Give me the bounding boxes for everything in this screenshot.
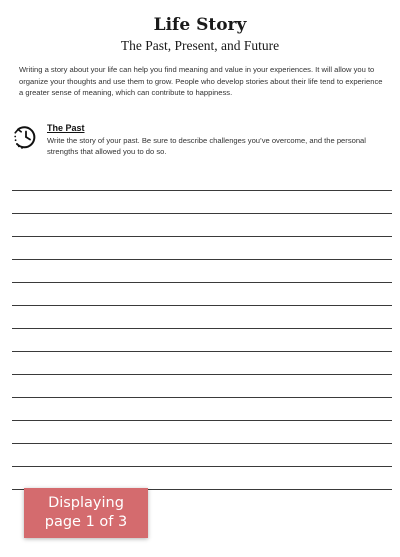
- writing-line[interactable]: [12, 443, 392, 466]
- writing-line[interactable]: [12, 213, 392, 236]
- section-heading: The Past: [47, 123, 85, 133]
- writing-line[interactable]: [12, 282, 392, 305]
- page-indicator-badge[interactable]: [24, 488, 148, 538]
- writing-line[interactable]: [12, 259, 392, 282]
- section-description: Write the story of your past. Be sure to describe challenges you’ve overcome, and the personal strengths that allowed you to do so.: [47, 136, 366, 156]
- writing-line[interactable]: [12, 374, 392, 397]
- writing-line[interactable]: [12, 351, 392, 374]
- writing-line[interactable]: [12, 397, 392, 420]
- writing-line[interactable]: [12, 466, 392, 489]
- clock-past-icon: [12, 124, 38, 150]
- page-indicator-line1: Displaying: [48, 495, 124, 511]
- intro-paragraph: Writing a story about your life can help you find meaning and value in your experiences. It will allow you to organize your thoughts and use them to grow. People who develop stories about their life tend to experience a greater sense of meaning, which can contribute to happiness.: [19, 65, 383, 97]
- writing-line[interactable]: [12, 328, 392, 351]
- writing-line[interactable]: [12, 190, 392, 213]
- page-indicator-line2: page 1 of 3: [44, 514, 128, 530]
- page-title: Life Story: [153, 15, 247, 35]
- writing-lines[interactable]: [12, 190, 392, 512]
- writing-line[interactable]: [12, 305, 392, 328]
- page-subtitle: The Past, Present, and Future: [120, 38, 280, 53]
- writing-line[interactable]: [12, 236, 392, 259]
- writing-line[interactable]: [12, 420, 392, 443]
